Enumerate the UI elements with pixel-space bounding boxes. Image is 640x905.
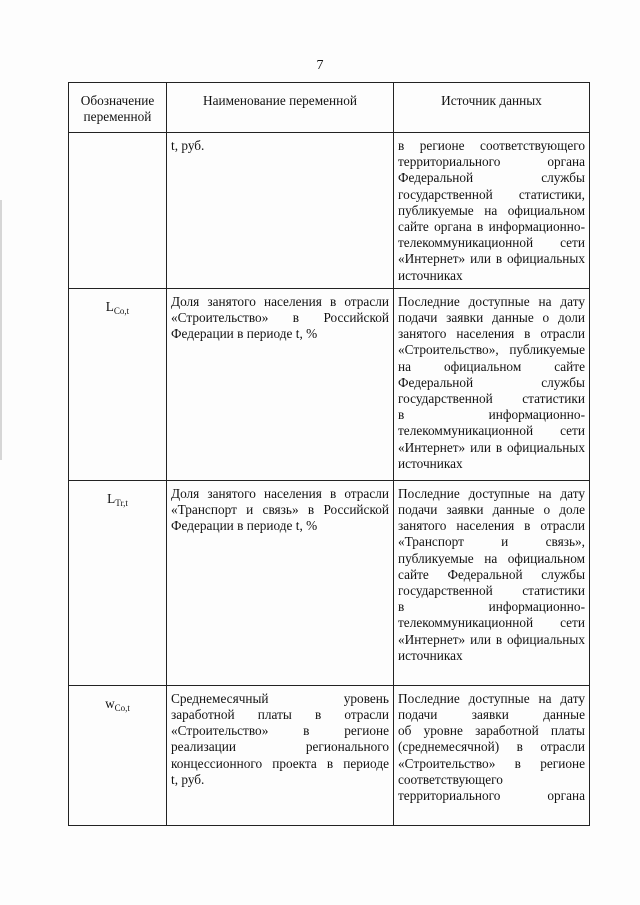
source-line: «Интернет» или в официальных — [398, 631, 585, 647]
source-line: в информационно- — [398, 599, 585, 615]
source-line: публикуемые на официальном — [398, 202, 585, 218]
table-row — [69, 480, 590, 685]
variable-name — [167, 133, 394, 289]
source-line: «Интернет» или в официальных — [398, 251, 585, 267]
table-header-row — [69, 83, 590, 133]
source-line: занятого населения в отрасли — [398, 326, 585, 342]
name-line: реализации регионального — [171, 739, 389, 755]
data-source — [394, 480, 590, 685]
name-line: концессионного проекта в периоде — [171, 755, 389, 771]
source-line: «Транспорт и связь», — [398, 534, 585, 550]
source-line: Последние доступные на дату — [398, 293, 585, 309]
name-line: t, руб. — [171, 771, 205, 787]
header-symbol-line: Обозначение — [80, 93, 155, 108]
source-line: Федеральной службы — [398, 374, 585, 390]
source-line: телекоммуникационной сети — [398, 423, 585, 439]
name-line: t, руб. — [171, 138, 205, 153]
source-line: Последние доступные на дату — [398, 690, 585, 706]
table-row — [69, 133, 590, 289]
source-line: об уровне заработной платы — [398, 723, 585, 739]
variables-table — [68, 82, 590, 826]
source-line: Федеральной службы — [398, 170, 585, 186]
source-line: на официальном сайте — [398, 358, 585, 374]
source-line: «Интернет» или в официальных — [398, 439, 585, 455]
name-line: «Строительство» в регионе — [171, 723, 389, 739]
source-line: Последние доступные на дату — [398, 485, 585, 501]
source-line: территориального органа — [398, 788, 585, 804]
name-line: «Транспорт и связь» в Российской — [171, 502, 389, 518]
source-line: источниках — [398, 455, 463, 471]
source-line: государственной статистики — [398, 583, 585, 599]
source-line: «Строительство» в регионе — [398, 755, 585, 771]
page-number: 7 — [316, 58, 324, 73]
source-line: соответствующего — [398, 771, 503, 787]
name-line: Доля занятого населения в отрасли — [171, 485, 389, 501]
variable-symbol — [69, 133, 167, 289]
source-line: (среднемесячной) в отрасли — [398, 739, 585, 755]
table-row — [69, 685, 590, 825]
variable-name — [167, 685, 394, 825]
symbol-main: L — [107, 490, 116, 506]
source-line: источниках — [398, 647, 463, 663]
header-symbol-line: переменной — [83, 109, 152, 125]
source-line: сайте Федеральной службы — [398, 566, 585, 582]
source-line: подачи заявки данные о доли — [398, 310, 585, 326]
header-source: Источник данных — [394, 83, 590, 133]
variable-symbol — [69, 685, 167, 825]
name-line: заработной платы в отрасли — [171, 707, 389, 723]
table-row — [69, 288, 590, 480]
source-line: в регионе соответствующего — [398, 138, 585, 153]
header-symbol — [69, 83, 167, 133]
variable-symbol — [69, 288, 167, 480]
data-source — [394, 133, 590, 289]
symbol-subscript: Co,t — [114, 702, 130, 713]
source-line: занятого населения в отрасли — [398, 518, 585, 534]
source-line: подачи заявки данные — [398, 707, 585, 723]
name-line: Федерации в периоде t, % — [171, 518, 318, 534]
source-line: сайте органа в информационно- — [398, 219, 585, 235]
source-line: подачи заявки данные о доле — [398, 502, 585, 518]
source-line: «Строительство», публикуемые — [398, 342, 585, 358]
symbol-main: w — [105, 695, 115, 711]
source-line: телекоммуникационной сети — [398, 615, 585, 631]
source-line: телекоммуникационной сети — [398, 235, 585, 251]
data-source — [394, 685, 590, 825]
scan-edge-shadow — [0, 200, 2, 460]
source-line: территориального органа — [398, 154, 585, 170]
symbol-subscript: Co,t — [113, 305, 130, 316]
source-line: публикуемые на официальном — [398, 550, 585, 566]
name-line: Федерации в периоде t, % — [171, 326, 318, 342]
symbol-subscript: Tr,t — [115, 497, 128, 508]
source-line: государственной статистики, — [398, 186, 585, 202]
variable-symbol — [69, 480, 167, 685]
source-line: источниках — [398, 267, 463, 283]
variable-name — [167, 288, 394, 480]
header-name: Наименование переменной — [167, 83, 394, 133]
variable-name — [167, 480, 394, 685]
name-line: Доля занятого населения в отрасли — [171, 293, 389, 309]
name-line: Среднемесячный уровень — [171, 690, 389, 706]
source-line: в информационно- — [398, 407, 585, 423]
source-line: государственной статистики — [398, 391, 585, 407]
symbol-main: L — [105, 298, 114, 314]
name-line: «Строительство» в Российской — [171, 310, 389, 326]
data-source — [394, 288, 590, 480]
